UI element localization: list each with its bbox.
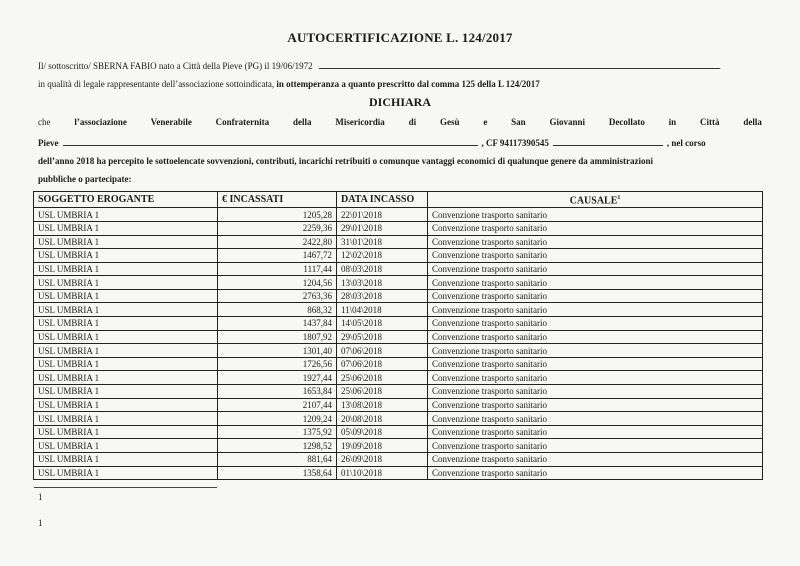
cell-importo: 1358,64 <box>218 466 337 480</box>
cell-causale: Convenzione trasporto sanitario <box>428 439 763 453</box>
table-row <box>34 221 763 235</box>
cell-soggetto: USL UMBRIA 1 <box>34 357 218 371</box>
table-row <box>34 276 763 290</box>
table-row <box>34 439 763 453</box>
association-word: Venerabile <box>150 117 192 127</box>
cell-soggetto: USL UMBRIA 1 <box>34 249 218 263</box>
cell-importo: 1927,44 <box>218 371 337 385</box>
table-row <box>34 317 763 331</box>
footnote-2: 1 <box>38 518 43 528</box>
blank-field <box>553 137 663 146</box>
cell-causale: Convenzione trasporto sanitario <box>428 276 763 290</box>
cell-data: 13\03\2018 <box>337 276 428 290</box>
cell-importo: 1209,24 <box>218 412 337 426</box>
association-line <box>38 117 762 127</box>
cell-causale: Convenzione trasporto sanitario <box>428 235 763 249</box>
cell-data: 28\03\2018 <box>337 289 428 303</box>
blank-field <box>319 60 719 69</box>
cell-importo: 1205,28 <box>218 208 337 222</box>
cell-causale: Convenzione trasporto sanitario <box>428 262 763 276</box>
cell-importo: 1375,92 <box>218 425 337 439</box>
cell-data: 22\01\2018 <box>337 208 428 222</box>
cell-data: 25\06\2018 <box>337 371 428 385</box>
association-word: Misericordia <box>335 117 385 127</box>
legal-reference: in ottemperanza a quanto prescritto dal comma 125 della L 124/2017 <box>276 79 540 89</box>
table-row <box>34 453 763 467</box>
cell-data: 13\08\2018 <box>337 398 428 412</box>
cell-data: 07\06\2018 <box>337 344 428 358</box>
year-lead-text: , nel corso <box>666 138 706 148</box>
cell-soggetto: USL UMBRIA 1 <box>34 371 218 385</box>
header-incassati: € INCASSATI <box>218 192 337 208</box>
table-row <box>34 262 763 276</box>
declarant-text: Il/ sottoscritto/ SBERNA FABIO nato a Città della Pieve (PG) il 19/06/1972 <box>38 61 313 71</box>
association-word: Confraternita <box>215 117 270 127</box>
cell-importo: 868,32 <box>218 303 337 317</box>
cell-importo: 2763,36 <box>218 289 337 303</box>
association-word: della <box>292 117 312 127</box>
cell-data: 29\05\2018 <box>337 330 428 344</box>
declarant-line-end: . <box>718 61 721 71</box>
cell-causale: Convenzione trasporto sanitario <box>428 317 763 331</box>
cell-data: 26\09\2018 <box>337 453 428 467</box>
cell-causale: Convenzione trasporto sanitario <box>428 398 763 412</box>
footnote-divider <box>34 487 217 488</box>
association-word: in <box>668 117 677 127</box>
table-row <box>34 344 763 358</box>
table-row <box>34 398 763 412</box>
role-text: in qualità di legale rappresentante dell’associazione sottoindicata, <box>38 79 277 89</box>
blank-field <box>63 137 478 146</box>
association-word: Città <box>700 117 720 127</box>
table-row <box>34 412 763 426</box>
declarant-line <box>38 60 721 71</box>
document-title: AUTOCERTIFICAZIONE L. 124/2017 <box>287 30 513 45</box>
footnote-1: 1 <box>38 492 43 502</box>
table-row <box>34 208 763 222</box>
cell-causale: Convenzione trasporto sanitario <box>428 249 763 263</box>
association-word: San <box>511 117 526 127</box>
cell-causale: Convenzione trasporto sanitario <box>428 221 763 235</box>
receipts-statement: dell’anno 2018 ha percepito le sottoelencate sovvenzioni, contributi, incarichi retribuiti o comunque vantaggi economici di qualunque genere da amministrazioni <box>38 156 653 166</box>
pieve-text: Pieve <box>38 138 59 148</box>
cell-importo: 1298,52 <box>218 439 337 453</box>
cell-soggetto: USL UMBRIA 1 <box>34 398 218 412</box>
association-word: Decollato <box>608 117 645 127</box>
cell-causale: Convenzione trasporto sanitario <box>428 303 763 317</box>
association-word: della <box>743 117 762 127</box>
header-data: DATA INCASSO <box>337 192 428 208</box>
cell-causale: Convenzione trasporto sanitario <box>428 371 763 385</box>
cell-soggetto: USL UMBRIA 1 <box>34 208 218 222</box>
cell-causale: Convenzione trasporto sanitario <box>428 330 763 344</box>
cell-data: 01\10\2018 <box>337 466 428 480</box>
table-row <box>34 466 763 480</box>
cell-soggetto: USL UMBRIA 1 <box>34 303 218 317</box>
cell-data: 12\02\2018 <box>337 249 428 263</box>
cell-causale: Convenzione trasporto sanitario <box>428 466 763 480</box>
association-word: e <box>483 117 488 127</box>
association-word: di <box>408 117 417 127</box>
table-row <box>34 249 763 263</box>
table-row <box>34 289 763 303</box>
cell-soggetto: USL UMBRIA 1 <box>34 330 218 344</box>
cell-soggetto: USL UMBRIA 1 <box>34 221 218 235</box>
cell-causale: Convenzione trasporto sanitario <box>428 412 763 426</box>
cell-importo: 2107,44 <box>218 398 337 412</box>
cell-causale: Convenzione trasporto sanitario <box>428 357 763 371</box>
cell-soggetto: USL UMBRIA 1 <box>34 289 218 303</box>
cell-importo: 2422,80 <box>218 235 337 249</box>
association-word: che <box>38 117 51 127</box>
cell-importo: 2259,36 <box>218 221 337 235</box>
table-row <box>34 385 763 399</box>
cell-causale: Convenzione trasporto sanitario <box>428 425 763 439</box>
cell-causale: Convenzione trasporto sanitario <box>428 208 763 222</box>
table-row <box>34 425 763 439</box>
cell-data: 29\01\2018 <box>337 221 428 235</box>
association-word: Gesù <box>439 117 460 127</box>
cell-data: 20\08\2018 <box>337 412 428 426</box>
cell-causale: Convenzione trasporto sanitario <box>428 453 763 467</box>
cell-soggetto: USL UMBRIA 1 <box>34 425 218 439</box>
cell-data: 07\06\2018 <box>337 357 428 371</box>
table-row <box>34 303 763 317</box>
header-causale-text: CAUSALE <box>569 195 618 207</box>
cell-soggetto: USL UMBRIA 1 <box>34 385 218 399</box>
cell-importo: 1437,84 <box>218 317 337 331</box>
cell-data: 11\04\2018 <box>337 303 428 317</box>
cell-importo: 1117,44 <box>218 262 337 276</box>
cell-soggetto: USL UMBRIA 1 <box>34 412 218 426</box>
cell-data: 25\06\2018 <box>337 385 428 399</box>
table-row <box>34 357 763 371</box>
cell-soggetto: USL UMBRIA 1 <box>34 317 218 331</box>
association-word: Giovanni <box>549 117 586 127</box>
association-word: l’associazione <box>74 117 127 127</box>
cell-importo: 1726,56 <box>218 357 337 371</box>
cell-soggetto: USL UMBRIA 1 <box>34 235 218 249</box>
cf-text: , CF 94117390545 <box>481 138 549 148</box>
cell-data: 05\09\2018 <box>337 425 428 439</box>
cell-soggetto: USL UMBRIA 1 <box>34 453 218 467</box>
cell-data: 08\03\2018 <box>337 262 428 276</box>
association-line-2 <box>38 137 762 148</box>
table-header-row <box>34 192 763 208</box>
declaration-heading: DICHIARA <box>368 95 431 109</box>
cell-soggetto: USL UMBRIA 1 <box>34 439 218 453</box>
cell-soggetto: USL UMBRIA 1 <box>34 344 218 358</box>
header-causale <box>428 192 763 208</box>
receipts-statement-end: pubbliche o partecipate: <box>38 174 132 184</box>
cell-soggetto: USL UMBRIA 1 <box>34 466 218 480</box>
cell-importo: 1653,84 <box>218 385 337 399</box>
footnote-marker: 1 <box>617 195 621 201</box>
cell-importo: 1301,40 <box>218 344 337 358</box>
cell-soggetto: USL UMBRIA 1 <box>34 276 218 290</box>
cell-importo: 1807,92 <box>218 330 337 344</box>
header-soggetto: SOGGETTO EROGANTE <box>34 192 218 208</box>
cell-causale: Convenzione trasporto sanitario <box>428 289 763 303</box>
cell-data: 19\09\2018 <box>337 439 428 453</box>
cell-causale: Convenzione trasporto sanitario <box>428 385 763 399</box>
cell-importo: 881,64 <box>218 453 337 467</box>
cell-causale: Convenzione trasporto sanitario <box>428 344 763 358</box>
cell-importo: 1204,56 <box>218 276 337 290</box>
role-line <box>38 79 540 89</box>
table-row <box>34 235 763 249</box>
cell-soggetto: USL UMBRIA 1 <box>34 262 218 276</box>
cell-data: 31\01\2018 <box>337 235 428 249</box>
table-row <box>34 371 763 385</box>
payments-table <box>33 191 763 480</box>
table-row <box>34 330 763 344</box>
cell-data: 14\05\2018 <box>337 317 428 331</box>
cell-importo: 1467,72 <box>218 249 337 263</box>
